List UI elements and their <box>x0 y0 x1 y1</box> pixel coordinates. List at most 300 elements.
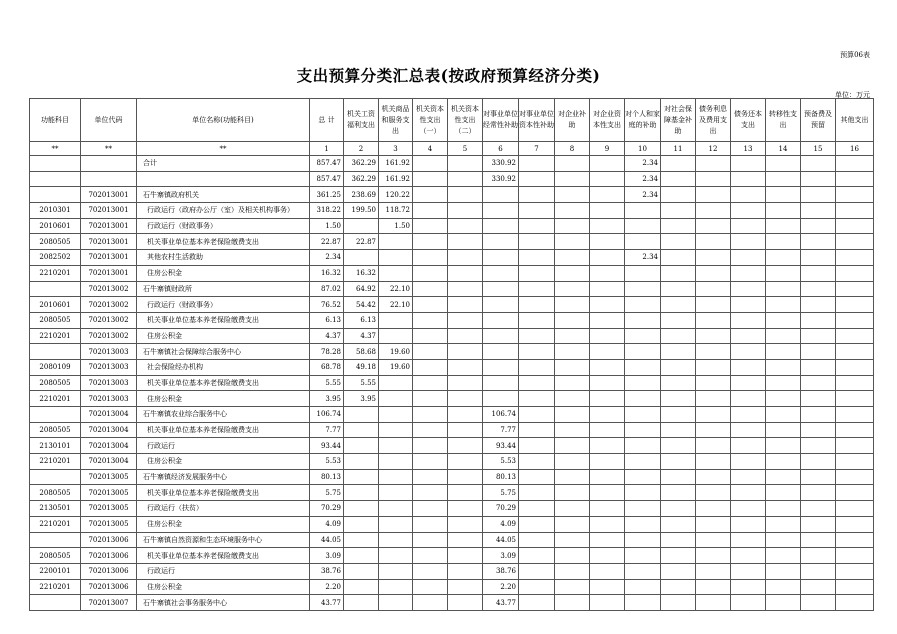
amount-cell <box>766 375 801 391</box>
amount-cell <box>483 265 519 281</box>
amount-cell <box>696 344 731 360</box>
amount-cell <box>766 344 801 360</box>
amount-cell: 2.34 <box>310 250 344 266</box>
amount-cell: 5.55 <box>344 375 379 391</box>
amount-cell <box>731 391 766 407</box>
amount-cell: 43.77 <box>310 595 344 611</box>
amount-cell <box>483 391 519 407</box>
table-row <box>30 516 874 532</box>
amount-cell <box>661 454 696 470</box>
amount-cell <box>448 281 483 297</box>
amount-cell <box>625 265 661 281</box>
table-row <box>30 438 874 454</box>
amount-cell <box>555 532 590 548</box>
amount-cell <box>413 454 448 470</box>
amount-cell <box>379 422 413 438</box>
amount-cell <box>696 250 731 266</box>
amount-cell <box>555 328 590 344</box>
amount-cell <box>448 218 483 234</box>
amount-cell: 43.77 <box>483 595 519 611</box>
amount-cell <box>801 203 836 219</box>
amount-cell <box>379 563 413 579</box>
amount-cell <box>836 344 874 360</box>
amount-cell <box>661 250 696 266</box>
amount-cell <box>555 469 590 485</box>
unit-code-cell: 702013006 <box>81 532 137 548</box>
function-code-cell <box>30 532 81 548</box>
unit-name-text: 机关事业单位基本养老保险缴费支出 <box>147 488 259 497</box>
amount-cell <box>766 265 801 281</box>
function-code-cell: 2210201 <box>30 579 81 595</box>
table-row <box>30 501 874 517</box>
amount-cell <box>625 501 661 517</box>
amount-cell <box>483 203 519 219</box>
amount-cell <box>801 218 836 234</box>
amount-cell <box>731 312 766 328</box>
amount-cell <box>801 501 836 517</box>
amount-cell <box>519 281 555 297</box>
unit-name-cell <box>137 328 310 344</box>
amount-cell <box>590 469 625 485</box>
amount-cell <box>555 595 590 611</box>
amount-cell <box>413 312 448 328</box>
amount-cell <box>590 297 625 313</box>
amount-cell <box>483 359 519 375</box>
amount-cell <box>625 595 661 611</box>
amount-cell <box>590 516 625 532</box>
table-row <box>30 532 874 548</box>
amount-cell <box>661 485 696 501</box>
unit-code-cell: 702013005 <box>81 501 137 517</box>
amount-cell <box>766 548 801 564</box>
amount-cell <box>766 359 801 375</box>
amount-cell: 1.50 <box>379 218 413 234</box>
unit-name-text: 石牛寨镇政府机关 <box>143 190 199 199</box>
amount-cell: 362.29 <box>344 156 379 172</box>
amount-cell <box>731 156 766 172</box>
amount-cell <box>555 548 590 564</box>
amount-cell <box>801 391 836 407</box>
amount-cell <box>731 454 766 470</box>
amount-cell <box>519 563 555 579</box>
amount-cell <box>448 548 483 564</box>
amount-cell <box>590 359 625 375</box>
column-header: 对事业单位资本性补助 <box>519 99 555 142</box>
amount-cell <box>590 234 625 250</box>
amount-cell <box>344 516 379 532</box>
amount-cell <box>590 156 625 172</box>
amount-cell: 19.60 <box>379 359 413 375</box>
unit-name-cell <box>137 501 310 517</box>
amount-cell <box>696 438 731 454</box>
amount-cell <box>801 312 836 328</box>
amount-cell <box>766 281 801 297</box>
unit-name-text: 石牛寨镇农业综合服务中心 <box>143 410 227 419</box>
amount-cell <box>731 469 766 485</box>
unit-name-cell <box>137 297 310 313</box>
table-row <box>30 595 874 611</box>
amount-cell <box>731 579 766 595</box>
amount-cell: 22.10 <box>379 281 413 297</box>
amount-cell <box>836 297 874 313</box>
unit-name-text: 行政运行 <box>147 567 175 576</box>
amount-cell <box>590 391 625 407</box>
amount-cell <box>413 344 448 360</box>
amount-cell <box>696 375 731 391</box>
amount-cell: 4.09 <box>483 516 519 532</box>
unit-code-cell: 702013001 <box>81 218 137 234</box>
amount-cell <box>413 234 448 250</box>
function-code-cell <box>30 469 81 485</box>
unit-name-text: 社会保险经办机构 <box>147 363 203 372</box>
amount-cell <box>590 454 625 470</box>
amount-cell <box>590 344 625 360</box>
unit-name-text: 行政运行（财政事务） <box>147 222 217 231</box>
amount-cell <box>836 156 874 172</box>
table-row <box>30 563 874 579</box>
amount-cell <box>836 171 874 187</box>
unit-code-cell: 702013007 <box>81 595 137 611</box>
unit-name-text: 机关事业单位基本养老保险缴费支出 <box>147 237 259 246</box>
table-row <box>30 297 874 313</box>
amount-cell <box>379 579 413 595</box>
amount-cell: 64.92 <box>344 281 379 297</box>
amount-cell <box>625 438 661 454</box>
function-code-cell <box>30 595 81 611</box>
amount-cell <box>801 595 836 611</box>
amount-cell: 1.50 <box>310 218 344 234</box>
amount-cell <box>731 438 766 454</box>
amount-cell <box>483 187 519 203</box>
amount-cell: 3.95 <box>310 391 344 407</box>
unit-name-cell <box>137 422 310 438</box>
column-header: 债务还本支出 <box>731 99 766 142</box>
amount-cell <box>590 187 625 203</box>
unit-name-cell <box>137 516 310 532</box>
amount-cell <box>519 344 555 360</box>
amount-cell <box>555 359 590 375</box>
amount-cell <box>344 407 379 423</box>
table-row <box>30 218 874 234</box>
amount-cell <box>696 234 731 250</box>
amount-cell <box>836 312 874 328</box>
amount-cell <box>519 516 555 532</box>
amount-cell <box>413 422 448 438</box>
amount-cell: 5.53 <box>310 454 344 470</box>
amount-cell <box>379 265 413 281</box>
function-code-cell: 2080109 <box>30 359 81 375</box>
table-row <box>30 485 874 501</box>
amount-cell: 80.13 <box>483 469 519 485</box>
amount-cell <box>413 218 448 234</box>
amount-cell <box>731 422 766 438</box>
amount-cell <box>836 579 874 595</box>
amount-cell <box>731 171 766 187</box>
amount-cell <box>519 297 555 313</box>
amount-cell <box>801 548 836 564</box>
amount-cell: 120.22 <box>379 187 413 203</box>
unit-code-cell: 702013006 <box>81 548 137 564</box>
amount-cell <box>519 359 555 375</box>
table-row <box>30 156 874 172</box>
amount-cell <box>625 422 661 438</box>
amount-cell <box>836 265 874 281</box>
unit-code-cell <box>81 156 137 172</box>
amount-cell: 118.72 <box>379 203 413 219</box>
amount-cell <box>483 312 519 328</box>
amount-cell: 5.53 <box>483 454 519 470</box>
amount-cell <box>661 203 696 219</box>
amount-cell <box>661 344 696 360</box>
unit-name-cell <box>137 438 310 454</box>
amount-cell <box>344 454 379 470</box>
amount-cell: 2.34 <box>625 156 661 172</box>
unit-code-cell: 702013001 <box>81 234 137 250</box>
amount-cell <box>696 516 731 532</box>
table-row <box>30 359 874 375</box>
amount-cell <box>696 265 731 281</box>
amount-cell <box>379 501 413 517</box>
amount-cell <box>801 344 836 360</box>
amount-cell <box>661 516 696 532</box>
amount-cell <box>801 516 836 532</box>
amount-cell <box>590 218 625 234</box>
amount-cell <box>555 438 590 454</box>
unit-code-cell: 702013003 <box>81 359 137 375</box>
amount-cell <box>766 328 801 344</box>
amount-cell <box>696 532 731 548</box>
unit-name-cell <box>137 595 310 611</box>
function-code-cell: 2080505 <box>30 485 81 501</box>
column-header: 转移性支出 <box>766 99 801 142</box>
amount-cell <box>448 250 483 266</box>
unit-name-text: 住房公积金 <box>147 269 182 278</box>
table-row <box>30 454 874 470</box>
amount-cell <box>590 422 625 438</box>
amount-cell <box>801 454 836 470</box>
amount-cell <box>555 156 590 172</box>
unit-code-cell: 702013001 <box>81 250 137 266</box>
amount-cell <box>519 532 555 548</box>
amount-cell <box>448 265 483 281</box>
amount-cell: 38.76 <box>310 563 344 579</box>
unit-name-text: 合计 <box>143 159 157 168</box>
amount-cell <box>448 454 483 470</box>
amount-cell <box>590 265 625 281</box>
unit-name-cell <box>137 485 310 501</box>
amount-cell <box>448 187 483 203</box>
unit-code-cell: 702013005 <box>81 469 137 485</box>
column-index-cell: 6 <box>483 142 519 156</box>
amount-cell: 4.09 <box>310 516 344 532</box>
amount-cell: 70.29 <box>483 501 519 517</box>
function-code-cell: 2010601 <box>30 218 81 234</box>
amount-cell <box>696 312 731 328</box>
amount-cell <box>625 516 661 532</box>
amount-cell <box>766 203 801 219</box>
unit-code-cell: 702013003 <box>81 375 137 391</box>
amount-cell <box>625 203 661 219</box>
amount-cell <box>519 548 555 564</box>
amount-cell <box>661 218 696 234</box>
amount-cell: 2.34 <box>625 250 661 266</box>
table-row <box>30 344 874 360</box>
amount-cell <box>731 501 766 517</box>
amount-cell <box>836 391 874 407</box>
amount-cell <box>766 234 801 250</box>
amount-cell <box>766 218 801 234</box>
amount-cell: 38.76 <box>483 563 519 579</box>
amount-cell <box>519 422 555 438</box>
amount-cell: 362.29 <box>344 171 379 187</box>
unit-name-text: 住房公积金 <box>147 457 182 466</box>
amount-cell <box>519 469 555 485</box>
amount-cell <box>555 454 590 470</box>
amount-cell <box>448 595 483 611</box>
amount-cell <box>766 156 801 172</box>
amount-cell: 49.18 <box>344 359 379 375</box>
amount-cell <box>696 218 731 234</box>
unit-code-cell: 702013005 <box>81 485 137 501</box>
amount-cell: 16.32 <box>344 265 379 281</box>
unit-name-cell <box>137 579 310 595</box>
function-code-cell: 2130501 <box>30 501 81 517</box>
unit-name-text: 石牛寨镇社会事务服务中心 <box>143 598 227 607</box>
amount-cell <box>519 501 555 517</box>
amount-cell <box>413 297 448 313</box>
function-code-cell <box>30 187 81 203</box>
column-index-cell: ** <box>30 142 81 156</box>
amount-cell <box>836 250 874 266</box>
unit-name-text <box>137 175 143 183</box>
amount-cell <box>801 422 836 438</box>
amount-cell <box>519 438 555 454</box>
amount-cell <box>836 328 874 344</box>
table-row <box>30 234 874 250</box>
amount-cell <box>555 501 590 517</box>
amount-cell <box>661 438 696 454</box>
function-code-cell: 2082502 <box>30 250 81 266</box>
amount-cell <box>379 532 413 548</box>
amount-cell <box>731 265 766 281</box>
amount-cell <box>801 171 836 187</box>
amount-cell <box>836 438 874 454</box>
amount-cell <box>625 297 661 313</box>
amount-cell: 2.20 <box>310 579 344 595</box>
amount-cell <box>590 250 625 266</box>
unit-name-cell <box>137 469 310 485</box>
amount-cell <box>519 485 555 501</box>
amount-cell <box>413 250 448 266</box>
amount-cell <box>801 579 836 595</box>
amount-cell <box>836 422 874 438</box>
amount-cell <box>448 375 483 391</box>
amount-cell <box>836 563 874 579</box>
amount-cell <box>836 485 874 501</box>
amount-cell: 22.87 <box>344 234 379 250</box>
unit-code-cell: 702013006 <box>81 579 137 595</box>
column-index-row <box>30 142 874 156</box>
amount-cell <box>590 438 625 454</box>
amount-cell <box>625 312 661 328</box>
amount-cell <box>379 375 413 391</box>
amount-cell: 76.52 <box>310 297 344 313</box>
amount-cell <box>413 407 448 423</box>
column-index-cell: 2 <box>344 142 379 156</box>
amount-cell <box>483 281 519 297</box>
page-title: 支出预算分类汇总表(按政府预算经济分类) <box>296 66 601 85</box>
amount-cell <box>625 281 661 297</box>
amount-cell <box>555 485 590 501</box>
unit-name-cell <box>137 407 310 423</box>
amount-cell <box>661 156 696 172</box>
amount-cell <box>766 438 801 454</box>
amount-cell <box>344 485 379 501</box>
amount-cell <box>344 422 379 438</box>
amount-cell <box>413 203 448 219</box>
table-row <box>30 375 874 391</box>
function-code-cell <box>30 344 81 360</box>
amount-cell <box>661 595 696 611</box>
amount-cell: 3.09 <box>483 548 519 564</box>
table-row <box>30 281 874 297</box>
column-index-cell: 1 <box>310 142 344 156</box>
amount-cell <box>448 234 483 250</box>
unit-name-text: 石牛寨镇自然资源和生态环境服务中心 <box>143 535 262 544</box>
column-header: 债务利息及费用支出 <box>696 99 731 142</box>
amount-cell <box>555 344 590 360</box>
unit-name-cell <box>137 203 310 219</box>
table-row <box>30 548 874 564</box>
amount-cell <box>448 344 483 360</box>
amount-cell <box>555 265 590 281</box>
amount-cell <box>836 532 874 548</box>
unit-name-text: 行政运行 <box>147 441 175 450</box>
table-row <box>30 187 874 203</box>
amount-cell <box>801 297 836 313</box>
amount-cell <box>519 407 555 423</box>
amount-cell <box>448 203 483 219</box>
amount-cell <box>483 250 519 266</box>
amount-cell <box>379 454 413 470</box>
amount-cell: 361.25 <box>310 187 344 203</box>
amount-cell <box>661 281 696 297</box>
amount-cell <box>731 218 766 234</box>
amount-cell <box>731 407 766 423</box>
amount-cell <box>519 265 555 281</box>
function-code-cell: 2080505 <box>30 548 81 564</box>
column-header: 机关商品和服务支出 <box>379 99 413 142</box>
amount-cell <box>731 328 766 344</box>
column-header: 对企业补助 <box>555 99 590 142</box>
amount-cell <box>836 469 874 485</box>
amount-cell <box>625 485 661 501</box>
unit-name-cell <box>137 532 310 548</box>
amount-cell <box>448 501 483 517</box>
amount-cell <box>448 563 483 579</box>
column-header: 功能科目 <box>30 99 81 142</box>
amount-cell <box>696 454 731 470</box>
column-index-cell: 11 <box>661 142 696 156</box>
amount-cell <box>766 187 801 203</box>
amount-cell: 857.47 <box>310 171 344 187</box>
amount-cell <box>801 250 836 266</box>
amount-cell <box>344 548 379 564</box>
amount-cell <box>625 375 661 391</box>
table-row <box>30 312 874 328</box>
amount-cell: 78.28 <box>310 344 344 360</box>
table-row <box>30 469 874 485</box>
